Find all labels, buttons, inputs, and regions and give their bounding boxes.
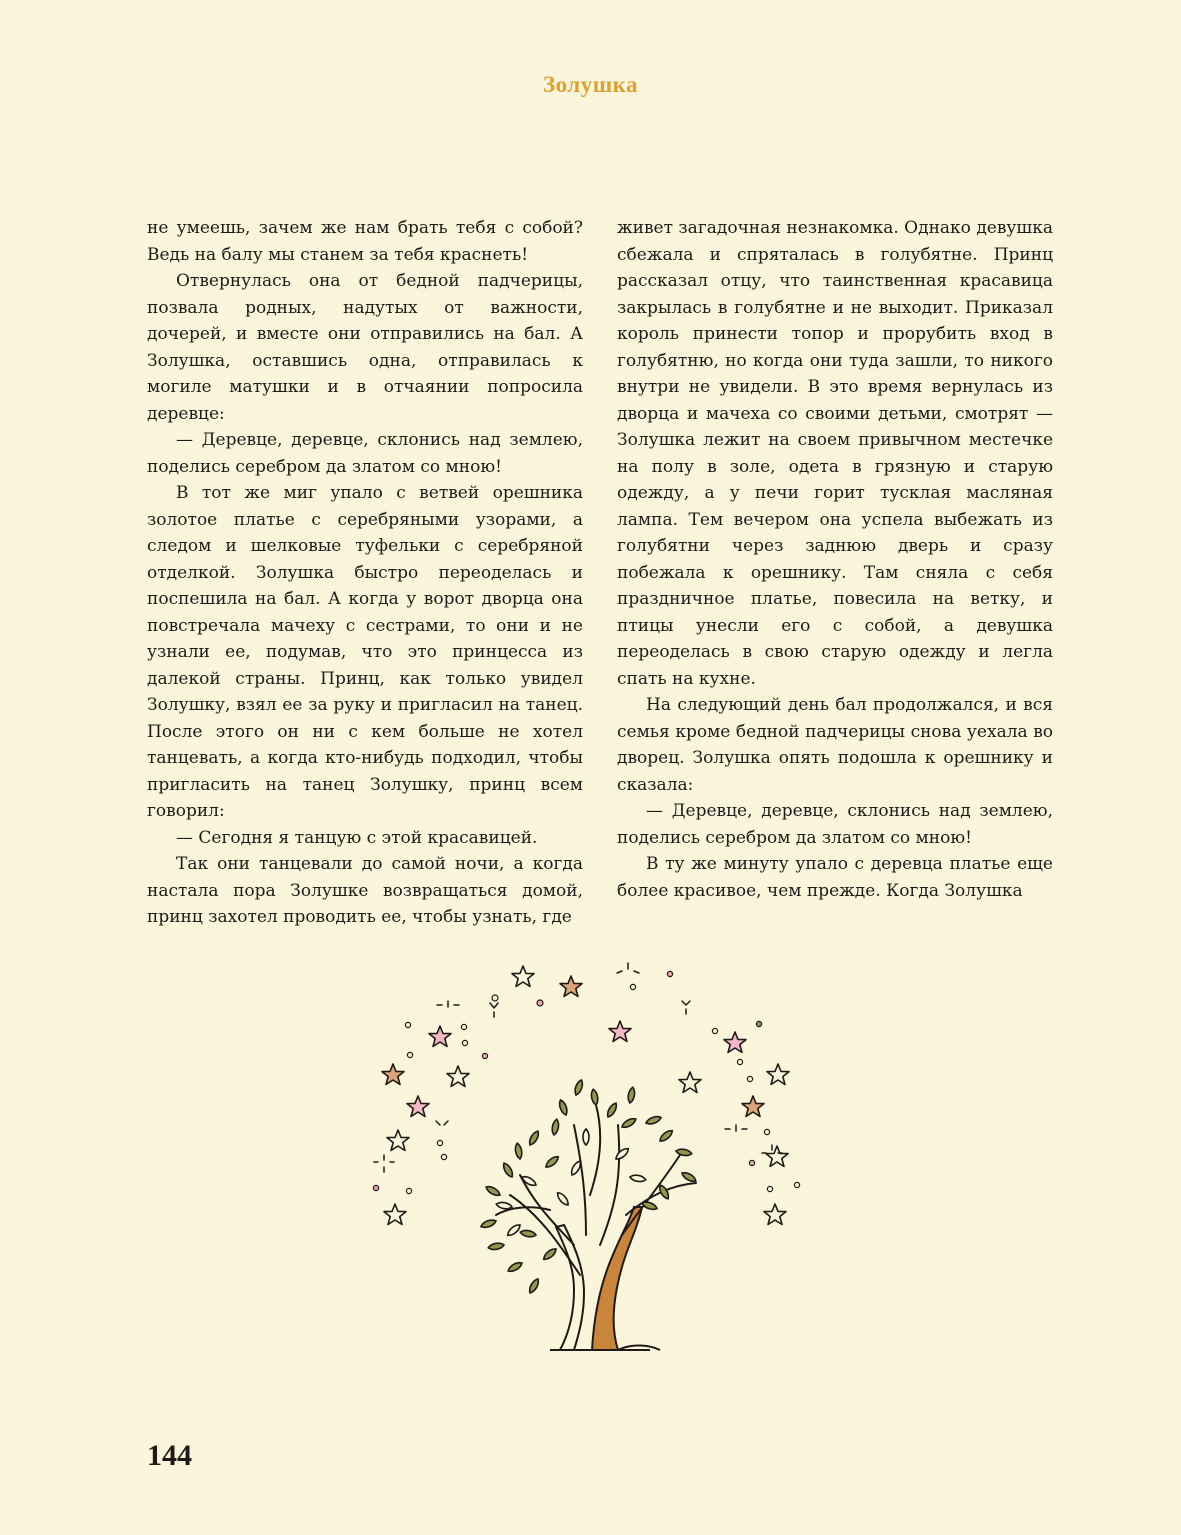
hazel-tree-with-stars-icon: [360, 945, 820, 1365]
paragraph: Так они танцевали до самой ночи, а когда настала пора Золушке возвращаться домой, принц захотел проводить ее, чтобы узнать, где: [147, 854, 583, 927]
page-number: 144: [147, 1439, 192, 1472]
paragraph: — Деревце, деревце, склонись над землею, поделись серебром да златом со мною!: [147, 430, 583, 477]
paragraph: не умеешь, зачем же нам брать тебя с собой? Ведь на балу мы станем за тебя краснеть!: [147, 218, 583, 265]
paragraph: В тот же миг упало с ветвей орешника золотое платье с серебряными узорами, а следом и шелковые туфельки с серебряной отделкой. Золушка быстро переоделась и поспешила на бал. А когда у ворот дворца она повстречала мачеху с сестрами, то они и не узнали ее, подумав, что это принцесса из далекой страны. Принц, как только увидел Золушку, взял ее за руку и пригласил на танец. После этого он ни с кем больше не хотел танцевать, а когда кто-нибудь подходил, чтобы пригласить на танец Золушку, принц всем говорил:: [147, 483, 583, 821]
paragraph: Отвернулась она от бедной падчерицы, позвала родных, надутых от важности, дочерей, и вместе они отправились на бал. А Золушка, оставшись одна, отправилась к могиле матушки и в отчаянии попросила деревце:: [147, 271, 583, 424]
paragraph: В ту же минуту упало с деревца платье еще более красивое, чем прежде. Когда Золушка: [617, 854, 1053, 901]
left-text-column: [147, 215, 583, 931]
tree-leaves: [480, 1079, 697, 1294]
right-text-column: [617, 215, 1053, 904]
paragraph: живет загадочная незнакомка. Однако девушка сбежала и спряталась в голубятне. Принц рассказал отцу, что таинственная красавица закрылась в голубятне и не выходит. Приказал король принести топор и прорубить вход в голубятню, но когда они туда зашли, то никого внутри не увидели. В это время вернулась из дворца и мачеха со своими детьми, смотрят — Золушка лежит на своем привычном местечке на полу в золе, одета в грязную и старую одежду, а у печи горит тусклая масляная лампа. Тем вечером она успела выбежать из голубятни через заднюю дверь и сразу побежала к орешнику. Там сняла с себя праздничное платье, повесила на ветку, и птицы унесли его с собой, а девушка переоделась в свою старую одежду и легла спать на кухне.: [617, 218, 1053, 689]
paragraph: — Деревце, деревце, склонись над землею, поделись серебром да златом со мною!: [617, 801, 1053, 848]
running-title: Золушка: [542, 72, 639, 97]
stars-arch: [382, 966, 789, 1225]
paragraph: — Сегодня я танцую с этой красавицей.: [176, 827, 538, 848]
paragraph: На следующий день бал продолжался, и вся семья кроме бедной падчерицы снова уехала во дворец. Золушка опять подошла к орешнику и сказала:: [617, 695, 1053, 795]
tree-trunk: [550, 1207, 660, 1350]
